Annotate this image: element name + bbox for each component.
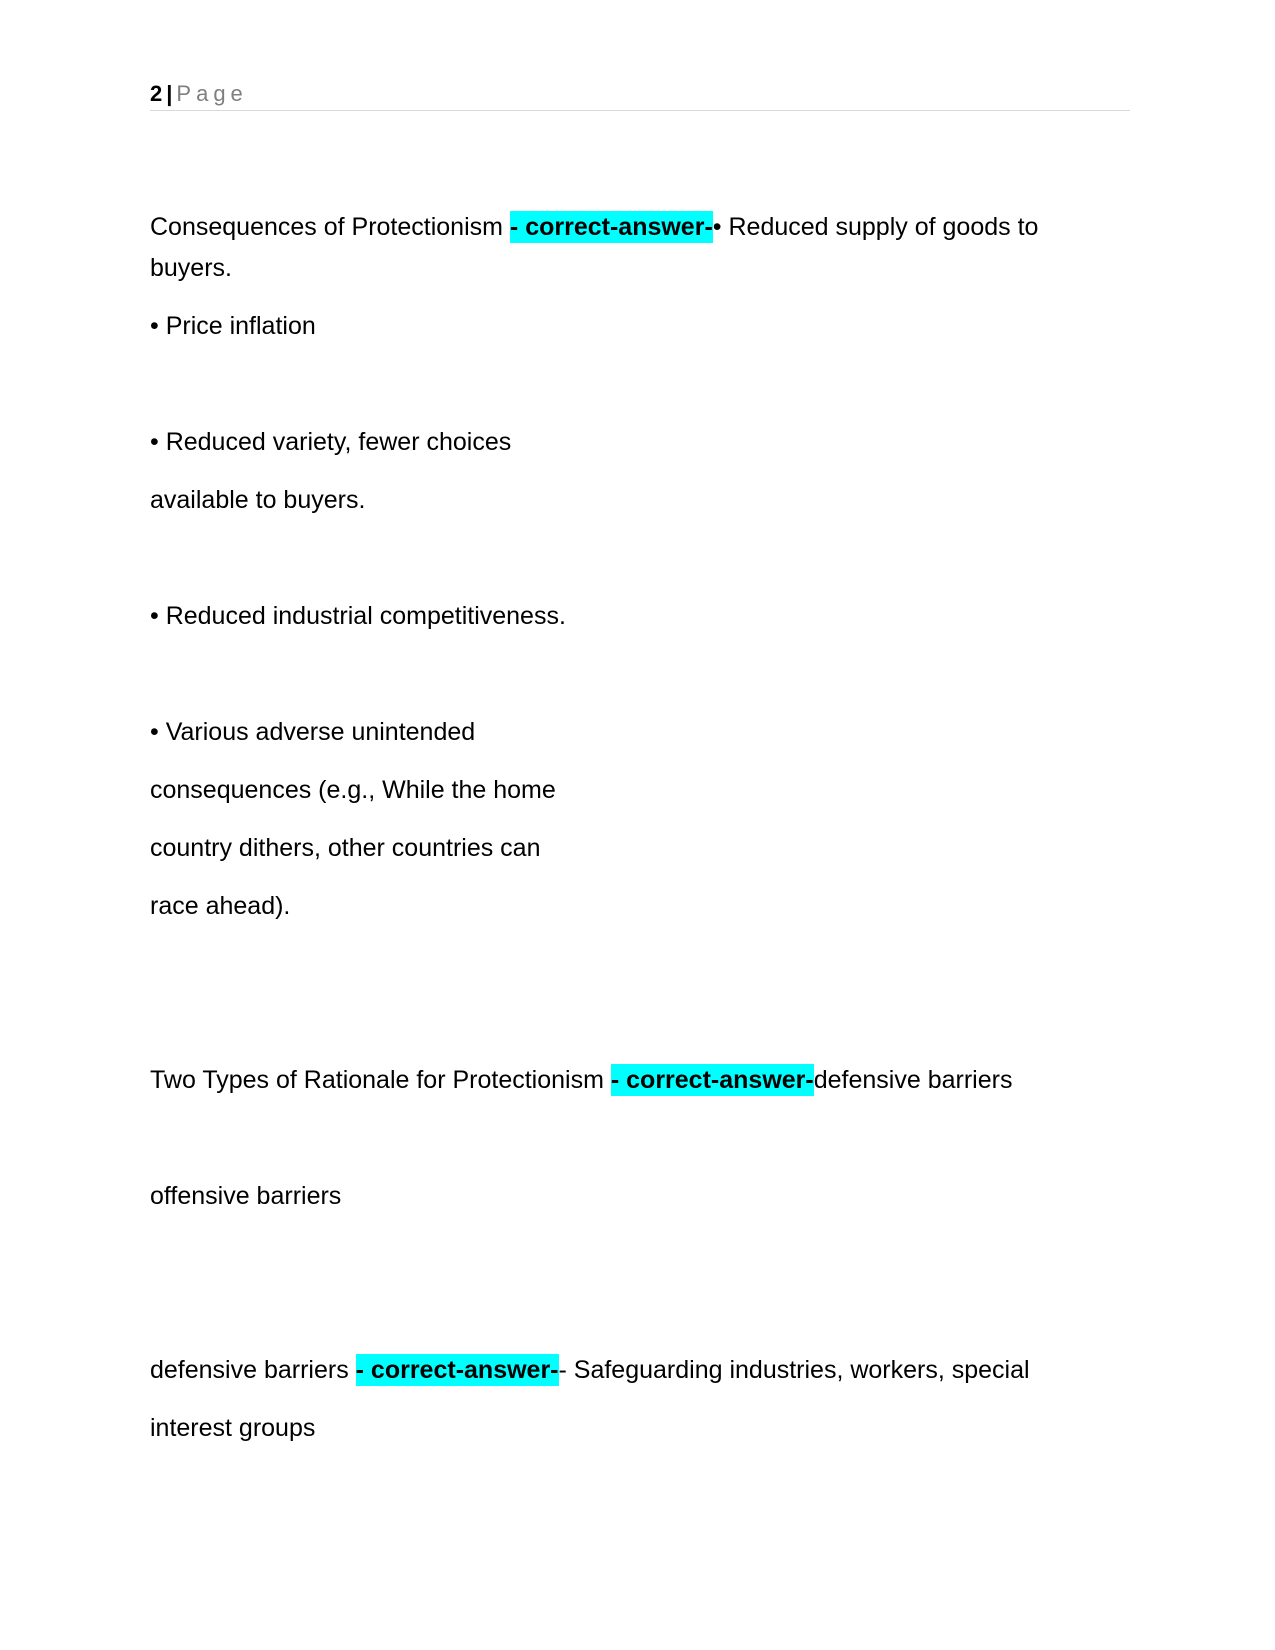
flashcard-3-first-line (150, 1353, 1030, 1387)
flashcard-2-answer-marker: - correct-answer- (610, 1066, 814, 1094)
flashcard-1-term: Consequences of Protectionism (150, 213, 510, 241)
flashcard-2-answer-start: defensive barriers (813, 1066, 1013, 1094)
flashcard-1-line: • Various adverse unintended (150, 718, 476, 746)
flashcard-3-answer-marker: - correct-answer- (355, 1356, 559, 1384)
flashcard-1-line: buyers. (150, 254, 232, 282)
page-header-separator: | (166, 81, 173, 106)
flashcard-3-term: defensive barriers (150, 1356, 356, 1384)
flashcard-1-answer-marker: - correct-answer- (509, 213, 713, 241)
page-header (150, 78, 1130, 111)
flashcard-3-answer-start: - Safeguarding industries, workers, special (558, 1356, 1030, 1384)
flashcard-1-line: • Reduced variety, fewer choices (150, 428, 512, 456)
flashcard-1-line: country dithers, other countries can (150, 834, 541, 862)
flashcard-1-line: • Reduced industrial competitiveness. (150, 602, 566, 630)
page-label: Page (176, 81, 248, 106)
flashcard-2-first-line (150, 1063, 1012, 1097)
flashcard-3-line: interest groups (150, 1414, 316, 1442)
flashcard-2-term: Two Types of Rationale for Protectionism (150, 1066, 611, 1094)
flashcard-1-first-line (150, 210, 1038, 244)
page-number: 2 (150, 81, 163, 106)
flashcard-1-line: available to buyers. (150, 486, 366, 514)
flashcard-1-line: race ahead). (150, 892, 291, 920)
flashcard-1-line: • Price inflation (150, 312, 316, 340)
flashcard-1-line: consequences (e.g., While the home (150, 776, 556, 804)
flashcard-1-answer-start: • Reduced supply of goods to (712, 213, 1039, 241)
flashcard-2-line: offensive barriers (150, 1182, 342, 1210)
